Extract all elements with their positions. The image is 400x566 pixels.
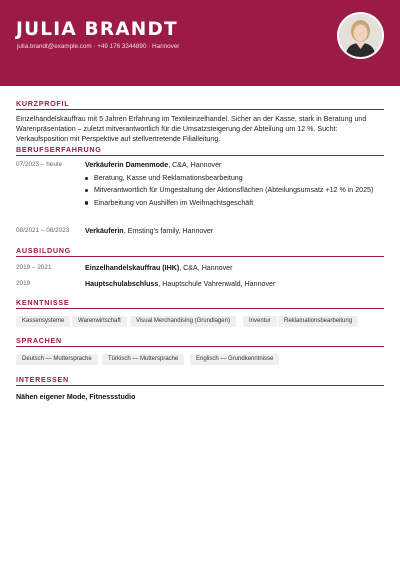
education-heading xyxy=(85,279,385,289)
candidate-name: JULIA BRANDT xyxy=(16,19,178,40)
list-item: Einarbeitung von Aushilfen im Weihnachtsgeschäft xyxy=(85,198,385,208)
section-title-languages: SPRACHEN xyxy=(16,336,62,345)
skill-chip: Inventur xyxy=(243,316,277,327)
experience-dates: 07/2023 – heute xyxy=(16,161,63,168)
section-divider xyxy=(16,346,384,347)
skills-chips xyxy=(0,316,400,328)
education-dates: 2019 xyxy=(16,280,31,287)
section-divider xyxy=(16,385,384,386)
section-title-education: AUSBILDUNG xyxy=(16,246,71,255)
interests-text: Nähen eigener Mode, Fitnessstudio xyxy=(16,393,136,401)
language-chips xyxy=(0,354,400,366)
experience-dates: 08/2021 – 06/2023 xyxy=(16,227,70,234)
experience-bullets xyxy=(85,173,385,210)
language-chip: Englisch — Grundkenntnisse xyxy=(190,354,279,365)
language-chip: Deutsch — Muttersprache xyxy=(16,354,98,365)
section-divider xyxy=(16,256,384,257)
education-degree: Hauptschulabschluss xyxy=(85,280,159,288)
education-org: , Hauptschule Vahrenwald, Hannover xyxy=(158,280,276,288)
education-heading xyxy=(85,263,385,273)
header-band xyxy=(0,0,400,86)
experience-org: , C&A, Hannover xyxy=(168,161,222,169)
skill-chip: Reklamationsbearbeitung xyxy=(278,316,358,327)
experience-heading xyxy=(85,160,385,170)
profile-text: Einzelhandelskauffrau mit 5 Jahren Erfahrung im Textileinzelhandel. Sicher an der Kasse, stark in Beratung und Warenpräsentation – zuletzt mitverantwortlich für die Umsatzsteigerung der Abteilung um 12 %. Sucht: Verkaufsposition mit Perspektive auf stellvertretende Filialleitung. xyxy=(16,115,367,144)
contact-line: julia.brandt@example.com · +49 176 3344890 · Hannover xyxy=(17,43,180,50)
section-title-interests: INTERESSEN xyxy=(16,375,69,384)
list-item: Mitverantwortlich für Umgestaltung der Aktionsflächen (Abteilungsumsatz +12 % in 2025) xyxy=(85,185,385,195)
section-title-skills: KENNTNISSE xyxy=(16,298,70,307)
section-title-profile: KURZPROFIL xyxy=(16,99,70,108)
portrait-photo-icon xyxy=(339,14,382,57)
avatar xyxy=(337,12,384,59)
skill-chip: Kassensysteme xyxy=(16,316,70,327)
skill-chip: Visual Merchandising (Grundlagen) xyxy=(130,316,236,327)
experience-role: Verkäuferin xyxy=(85,227,124,235)
experience-heading xyxy=(85,226,385,236)
list-item: Beratung, Kasse und Reklamationsbearbeitung xyxy=(85,173,385,183)
experience-org: , Ernsting's family, Hannover xyxy=(123,227,214,235)
section-divider xyxy=(16,109,384,110)
section-title-experience: BERUFSERFAHRUNG xyxy=(16,145,102,154)
section-divider xyxy=(16,308,384,309)
experience-role: Verkäuferin Damenmode xyxy=(85,161,169,169)
education-dates: 2019 – 2021 xyxy=(16,264,52,271)
skill-chip: Warenwirtschaft xyxy=(72,316,127,327)
language-chip: Türkisch — Muttersprache xyxy=(102,354,184,365)
education-degree: Einzelhandelskauffrau (IHK) xyxy=(85,264,180,272)
education-org: , C&A, Hannover xyxy=(179,264,233,272)
section-divider xyxy=(16,155,384,156)
